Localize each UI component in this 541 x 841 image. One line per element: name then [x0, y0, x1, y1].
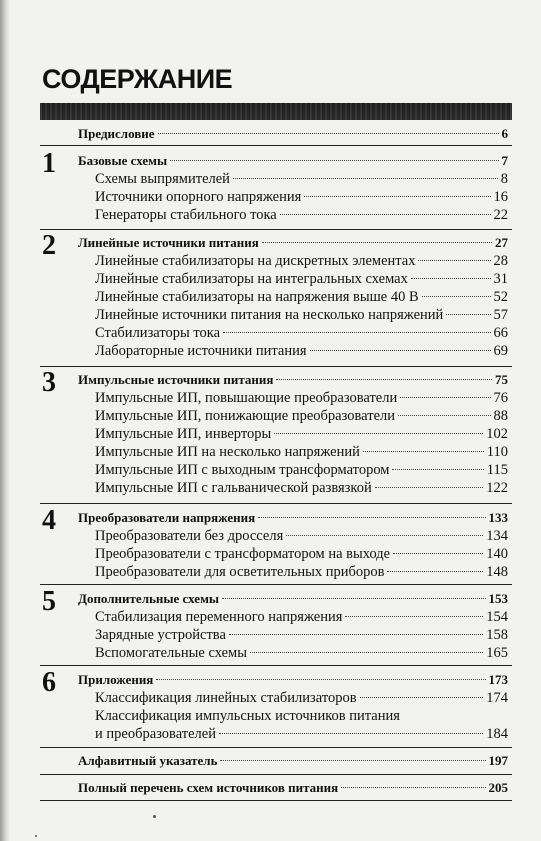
leader-dots [219, 733, 483, 734]
toc-entry-index[interactable] [78, 752, 508, 770]
entry-page: 66 [493, 325, 508, 341]
leader-dots [345, 616, 483, 617]
toc-entry[interactable] [95, 206, 508, 224]
leader-dots [223, 332, 490, 333]
entry-label: Стабилизаторы тока [95, 325, 221, 341]
toc-entry[interactable] [95, 725, 508, 743]
entry-page: 140 [486, 546, 508, 562]
chapter-number: 6 [42, 667, 56, 698]
toc-entry[interactable] [95, 306, 508, 324]
toc-entry-preface[interactable] [78, 125, 508, 143]
separator-line [40, 145, 512, 146]
entry-label: Преобразователи с трансформатором на выходе [95, 546, 391, 562]
chapter-title-entry[interactable] [78, 509, 508, 527]
entry-page: 22 [493, 207, 508, 223]
entry-page: 197 [488, 753, 508, 768]
toc-entry[interactable] [95, 689, 508, 707]
separator-line [40, 747, 512, 748]
entry-page: 52 [493, 289, 508, 305]
leader-dots [222, 598, 485, 599]
leader-dots [304, 196, 490, 197]
entry-page: 28 [493, 253, 508, 269]
scan-speck [35, 835, 37, 837]
entry-label: Импульсные ИП, повышающие преобразователи [95, 390, 398, 406]
entry-label: Импульсные ИП, инверторы [95, 426, 272, 442]
toc-entry[interactable] [95, 389, 508, 407]
leader-dots [393, 553, 483, 554]
entry-page: 115 [486, 462, 508, 478]
chapter-number: 2 [42, 230, 56, 261]
leader-dots [274, 433, 483, 434]
leader-dots [422, 296, 491, 297]
toc-entry[interactable] [95, 425, 508, 443]
chapter-title-entry[interactable] [78, 671, 508, 689]
separator-line [40, 229, 512, 230]
entry-page: 154 [486, 609, 508, 625]
leader-dots [341, 787, 485, 788]
entry-page: 16 [493, 189, 508, 205]
chapter-number: 3 [42, 367, 56, 398]
separator-line [40, 774, 512, 775]
leader-dots [262, 242, 492, 243]
leader-dots [276, 379, 492, 380]
entry-page: 133 [488, 510, 508, 525]
leader-dots [418, 260, 490, 261]
entry-label: Линейные стабилизаторы на напряжения выше 40 В [95, 289, 419, 305]
entry-label: Классификация линейных стабилизаторов [95, 690, 357, 706]
entry-label: Базовые схемы [78, 153, 168, 168]
leader-dots [158, 133, 499, 134]
leader-dots [392, 469, 483, 470]
leader-dots [229, 634, 483, 635]
leader-dots [258, 517, 485, 518]
separator-line [40, 584, 512, 585]
entry-label: Линейные источники питания [78, 235, 259, 250]
entry-label: Приложения [78, 672, 154, 687]
entry-page: 205 [488, 780, 508, 795]
leader-dots [220, 760, 485, 761]
entry-page: 6 [501, 126, 508, 141]
toc-entry[interactable] [95, 461, 508, 479]
entry-label: Преобразователи без дросселя [95, 528, 284, 544]
chapter-title-entry[interactable] [78, 590, 508, 608]
toc-entry[interactable] [95, 288, 508, 306]
page-title: СОДЕРЖАНИЕ [42, 64, 233, 94]
toc-entry[interactable] [95, 188, 508, 206]
separator-line [40, 503, 512, 504]
entry-page: 122 [486, 480, 508, 496]
leader-dots [233, 178, 498, 179]
entry-page: 174 [486, 690, 508, 706]
page-binding-shadow [0, 0, 10, 841]
leader-dots [360, 697, 484, 698]
entry-label: Предисловие [78, 126, 155, 141]
leader-dots [250, 652, 483, 653]
title-underline-bar [40, 103, 512, 120]
entry-label: Импульсные источники питания [78, 372, 274, 387]
entry-label: Зарядные устройства [95, 627, 226, 643]
leader-dots [387, 571, 483, 572]
toc-entry[interactable] [95, 252, 508, 270]
entry-page: 75 [495, 372, 508, 387]
separator-line [40, 800, 512, 801]
toc-entry[interactable] [95, 324, 508, 342]
toc-entry[interactable] [95, 443, 508, 461]
leader-dots [375, 487, 484, 488]
toc-entry[interactable] [95, 527, 508, 545]
toc-entry[interactable] [95, 270, 508, 288]
entry-label: Вспомогательные схемы [95, 645, 247, 661]
entry-label: Полный перечень схем источников питания [78, 780, 339, 795]
scan-speck [153, 815, 156, 818]
entry-label: Импульсные ИП на несколько напряжений [95, 444, 360, 460]
chapter-title-entry[interactable] [78, 152, 508, 170]
leader-dots [156, 679, 485, 680]
entry-label: Импульсные ИП с гальванической развязкой [95, 480, 372, 496]
chapter-title-entry[interactable] [78, 371, 508, 389]
entry-page: 134 [486, 528, 508, 544]
entry-page: 7 [501, 153, 508, 168]
toc-entry-line1[interactable] [95, 707, 508, 725]
entry-page: 88 [493, 408, 508, 424]
leader-dots [280, 214, 491, 215]
chapter-number: 1 [42, 148, 56, 179]
entry-label: Лабораторные источники питания [95, 343, 307, 359]
entry-label: Преобразователи для осветительных приборов [95, 564, 385, 580]
toc-entry[interactable] [95, 407, 508, 425]
entry-page: 173 [488, 672, 508, 687]
entry-label: Классификация импульсных источников питания [95, 708, 400, 724]
toc-entry[interactable] [95, 545, 508, 563]
chapter-title-entry[interactable] [78, 234, 508, 252]
entry-page: 69 [493, 343, 508, 359]
entry-label: Преобразователи напряжения [78, 510, 256, 525]
entry-page: 102 [486, 426, 508, 442]
entry-page: 148 [486, 564, 508, 580]
entry-label: Схемы выпрямителей [95, 171, 230, 187]
toc-entry[interactable] [95, 626, 508, 644]
entry-label: Импульсные ИП с выходным трансформатором [95, 462, 390, 478]
entry-page: 31 [493, 271, 508, 287]
leader-dots [398, 415, 491, 416]
leader-dots [363, 451, 484, 452]
entry-label: Линейные стабилизаторы на интегральных схемах [95, 271, 408, 287]
leader-dots [286, 535, 483, 536]
leader-dots [446, 314, 490, 315]
entry-page: 165 [486, 645, 508, 661]
entry-page: 8 [500, 171, 508, 187]
entry-label: Импульсные ИП, понижающие преобразователи [95, 408, 395, 424]
toc-entry[interactable] [95, 342, 508, 360]
entry-page: 153 [488, 591, 508, 606]
entry-page: 76 [493, 390, 508, 406]
toc-entry[interactable] [95, 644, 508, 662]
toc-entry[interactable] [95, 608, 508, 626]
separator-line [40, 366, 512, 367]
toc-entry[interactable] [95, 170, 508, 188]
entry-label: и преобразователей [95, 726, 216, 742]
toc-entry[interactable] [95, 479, 508, 497]
chapter-number: 4 [42, 505, 56, 536]
leader-dots [170, 160, 498, 161]
toc-entry-full-list[interactable] [78, 779, 508, 797]
chapter-number: 5 [42, 586, 56, 617]
entry-page: 110 [486, 444, 508, 460]
separator-line [40, 665, 512, 666]
entry-label: Источники опорного напряжения [95, 189, 302, 205]
leader-dots [310, 350, 491, 351]
leader-dots [411, 278, 491, 279]
entry-label: Линейные источники питания на несколько напряжений [95, 307, 444, 323]
entry-label: Генераторы стабильного тока [95, 207, 277, 223]
entry-label: Алфавитный указатель [78, 753, 218, 768]
entry-label: Линейные стабилизаторы на дискретных элементах [95, 253, 416, 269]
entry-page: 27 [495, 235, 508, 250]
toc-entry[interactable] [95, 563, 508, 581]
leader-dots [400, 397, 490, 398]
entry-page: 184 [486, 726, 508, 742]
entry-page: 57 [493, 307, 508, 323]
entry-page: 158 [486, 627, 508, 643]
entry-label: Стабилизация переменного напряжения [95, 609, 343, 625]
entry-label: Дополнительные схемы [78, 591, 220, 606]
